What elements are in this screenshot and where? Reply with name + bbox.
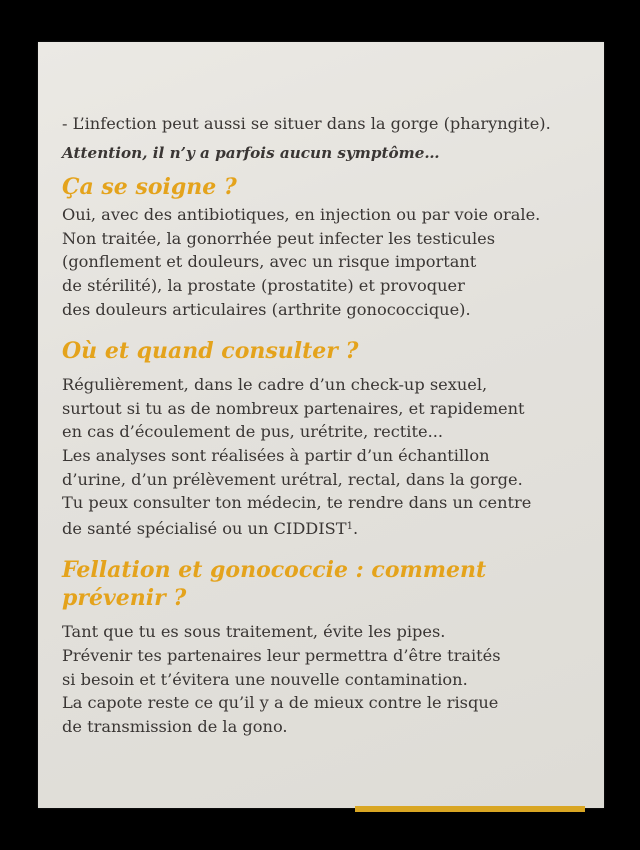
- body-line: de santé spécialisé ou un CIDDIST: [62, 518, 347, 538]
- body-line: La capote reste ce qu’il y a de mieux contre le risque: [62, 693, 499, 713]
- footnote-mark: 1: [346, 520, 353, 532]
- body-line: Prévenir tes partenaires leur permettra d’être traités: [62, 645, 501, 665]
- body-line: si besoin et t’évitera une nouvelle contamination.: [62, 669, 468, 689]
- intro-text: - L’infection peut aussi se situer dans la gorge (pharyngite).: [62, 114, 551, 133]
- body-line: des douleurs articulaires (arthrite gonococcique).: [62, 299, 471, 319]
- section-heading: Fellation et gonococcie : comment prévenir ?: [62, 557, 487, 612]
- section-heading: Où et quand consulter ?: [62, 338, 359, 365]
- body-line: Non traitée, la gonorrhée peut infecter les testicules: [62, 228, 496, 248]
- body-line: Oui, avec des antibiotiques, en injection ou par voie orale.: [62, 205, 541, 225]
- body-line: de transmission de la gono.: [62, 716, 288, 736]
- section-consultation: [62, 337, 582, 540]
- body-line: Tant que tu es sous traitement, évite les pipes.: [62, 622, 446, 642]
- section-treatment: [62, 173, 582, 321]
- body-line: surtout si tu as de nombreux partenaires, et rapidement: [62, 398, 525, 418]
- line-end-punctuation: .: [352, 518, 359, 538]
- body-line: Les analyses sont réalisées à partir d’un échantillon: [62, 445, 490, 465]
- body-line: de stérilité), la prostate (prostatite) et provoquer: [62, 275, 465, 295]
- next-page-edge: [355, 806, 585, 812]
- section-heading: Ça se soigne ?: [62, 174, 237, 201]
- body-line: (gonflement et douleurs, avec un risque important: [62, 252, 477, 272]
- body-line: d’urine, d’un prélèvement urétral, rectal, dans la gorge.: [62, 469, 523, 489]
- section-prevention: [62, 556, 582, 738]
- body-line: Tu peux consulter ton médecin, te rendre dans un centre: [62, 493, 532, 513]
- body-line-last: [62, 515, 582, 541]
- warning-text: Attention, il n’y a parfois aucun symptôme…: [62, 143, 440, 162]
- body-line: en cas d’écoulement de pus, urétrite, rectite...: [62, 422, 444, 442]
- body-line: Régulièrement, dans le cadre d’un check-up sexuel,: [62, 375, 488, 395]
- leaflet-text: [62, 112, 582, 754]
